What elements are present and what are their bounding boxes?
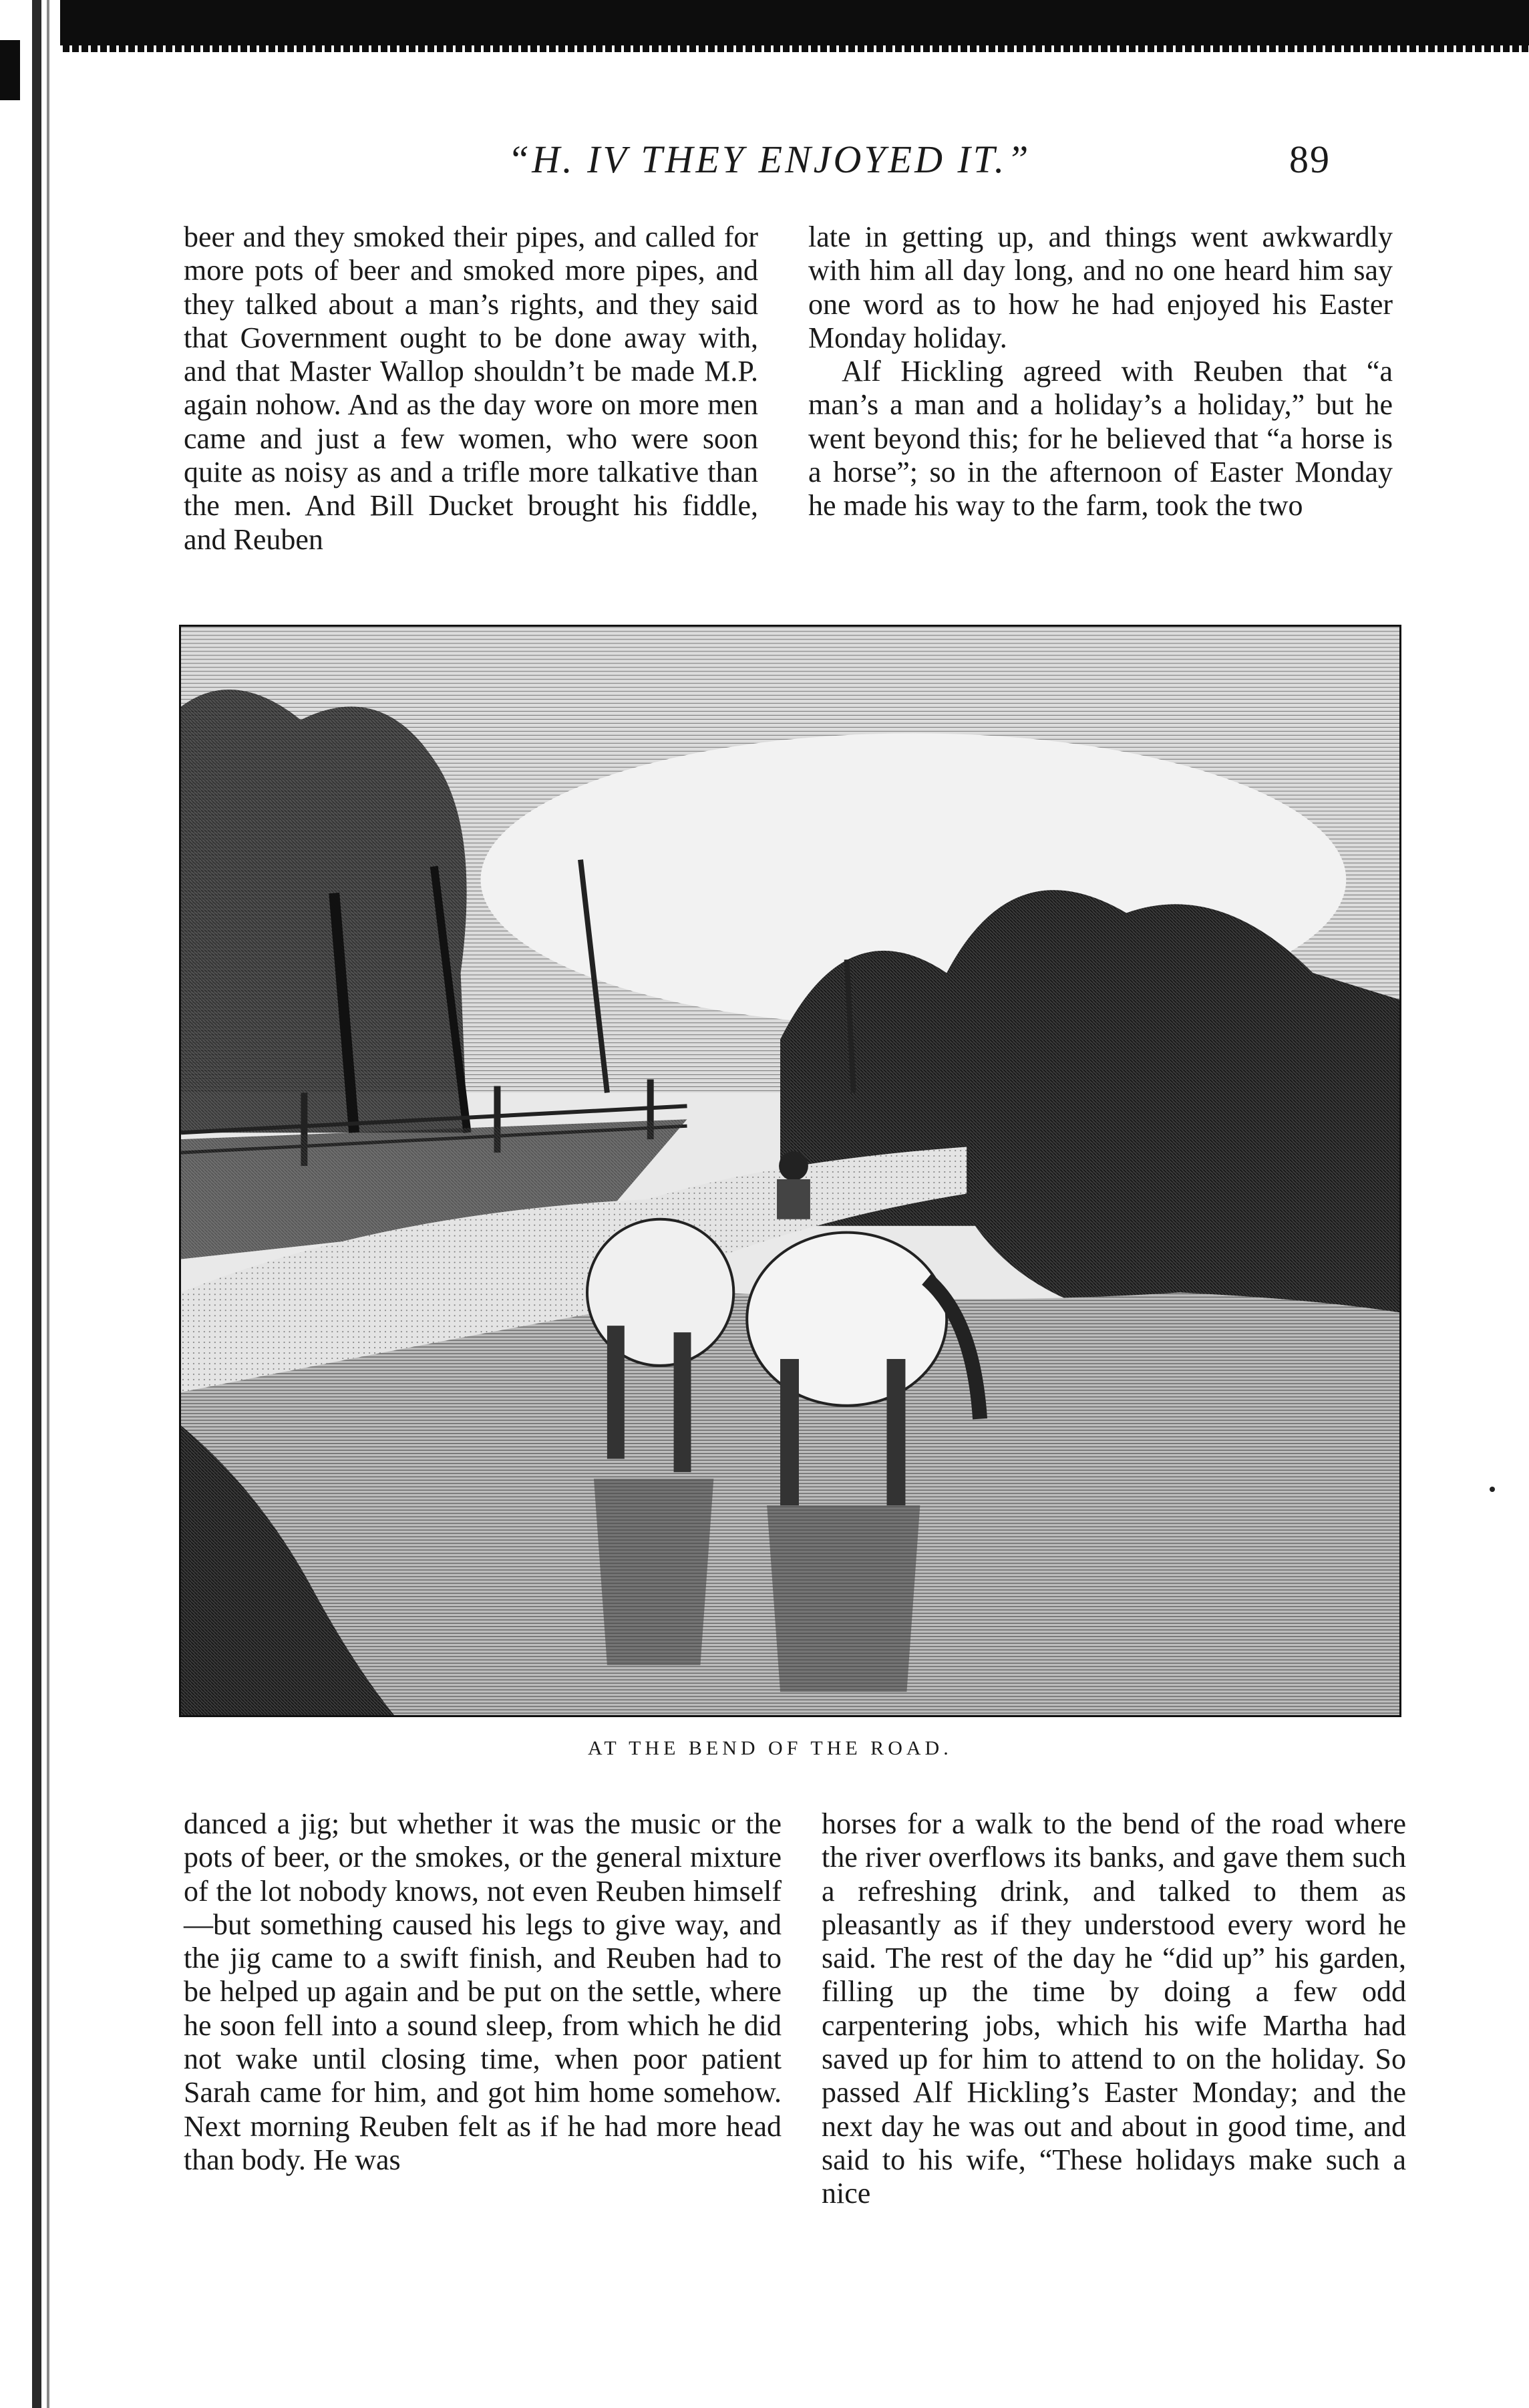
horses-at-river-engraving: [181, 627, 1399, 1715]
paragraph: Alf Hickling agreed with Reuben that “a man’s a man and a holiday’s a holiday,” but he went beyond this; for he believed that “a horse is a horse”; so in the afternoon of Easter Monday he made his way to the farm, took the two: [808, 355, 1393, 522]
scan-left-border: [0, 0, 60, 2408]
paragraph: danced a jig; but whether it was the music or the pots of beer, or the smokes, or the general mixture of the lot nobody knows, not even Reuben himself—but something caused his legs to give way, and the jig came to a swift finish, and Reuben had to be helped up again and be put on the settle, where he soon fell into a sound sleep, from which he did not wake until closing time, when poor patient Sarah came for him, and got him home somehow. Next morning Reuben felt as if he had more head than body. He was: [184, 1807, 782, 2176]
scan-corner-mark: [0, 40, 20, 100]
margin-speck: [1490, 1487, 1495, 1492]
running-title: “H. IV THEY ENJOYED IT.”: [508, 138, 1031, 181]
column-top-right: [808, 220, 1393, 523]
figure-caption: AT THE BEND OF THE ROAD.: [588, 1737, 953, 1759]
column-bottom-right: [822, 1807, 1406, 2211]
engraving-illustration: [179, 625, 1401, 1717]
paragraph: horses for a walk to the bend of the road where the river overflows its banks, and gave them such a refreshing drink, and talked to them as pleasantly as if they understood every word he said. The rest of the day he “did up” his garden, filling up the time by doing a few odd carpentering jobs, which his wife Martha had saved up for him to attend to on the holiday. So passed Alf Hickling’s Easter Monday; and the next day he was out and about in good time, and said to his wife, “These holidays make such a nice: [822, 1807, 1406, 2210]
column-top-left: [184, 220, 758, 557]
column-bottom-left: [184, 1807, 782, 2177]
scan-top-border: [0, 0, 1529, 47]
paragraph: late in getting up, and things went awkwardly with him all day long, and no one heard him say one word as to how he had enjoyed his Easter Monday holiday.: [808, 220, 1393, 354]
page-number: 89: [1289, 138, 1331, 181]
paragraph: beer and they smoked their pipes, and called for more pots of beer and smoked more pipes, and they talked about a man’s rights, and they said that Government ought to be done away with, and that Master Wallop shouldn’t be made M.P. again nohow. And as the day wore on more men came and just a few women, who were soon quite as noisy as and a trifle more talkative than the men. And Bill Ducket brought his fiddle, and Reuben: [184, 220, 758, 556]
